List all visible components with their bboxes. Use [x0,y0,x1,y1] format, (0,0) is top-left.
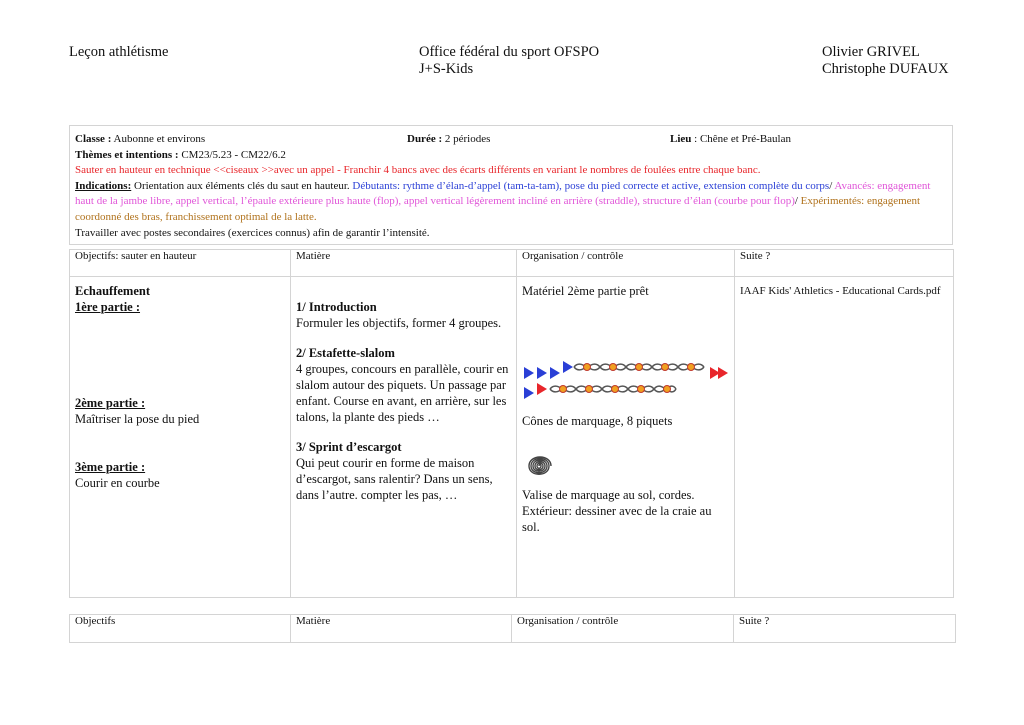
cone-red-icon [718,367,728,379]
partie-2-label: 2ème partie : [75,396,146,410]
duree-label: Durée : [407,133,443,145]
slash-1: / [829,179,833,192]
spiral-snail-icon [522,449,556,483]
suite-cell [735,277,954,598]
piquet-icon [560,386,567,393]
organisation-cell [517,277,735,598]
piquet-icon [584,364,591,371]
cone-red-icon [537,383,547,395]
cone-blue-icon [563,361,573,373]
experimentes-text: Expérimentés: engagement coordonné des bras, franchissement optimal de la latte. [75,195,921,223]
red-goal-line: Sauter en hauteur en technique <<ciseaux >>avec un appel - Franchir 4 bancs avec des écarts différents en variant le nombres de foulées entre chaque banc. [75,164,761,177]
section-2-title: 2/ Estafette-slalom [296,346,395,360]
partie-2-text: Maîtriser la pose du pied [75,412,200,426]
indications-block [75,179,947,226]
office-name: Office fédéral du sport OFSPO [419,44,600,60]
section-3-title: 3/ Sprint d’escargot [296,440,402,454]
cone-blue-icon [550,367,560,379]
avances-text: Avancés: engagement haut de la jambe libre, appel vertical, l’épaule extérieure plus haute (flop), appel vertical légèrement incliné en arrière (straddle), structure d’élan (courbe pour flop) [75,179,931,208]
author-2: Christophe DUFAUX [822,61,949,77]
partie-1-label: 1ère partie : [75,300,141,314]
piquet-icon [612,386,619,393]
lesson-plan-table [69,249,954,598]
header-2-suite: Suite ? [734,615,956,643]
cone-blue-icon [524,387,534,399]
debutants-text: Débutants: rythme d’élan-d’appel (tam-ta-tam), pose du pied correcte et active, extension complète du corps [352,179,830,192]
header-2-organisation: Organisation / contrôle [512,615,734,643]
iaaf-reference: IAAF Kids' Athletics - Educational Cards.pdf [740,285,941,297]
slalom-row-1 [524,361,728,379]
header-objectifs: Objectifs: sauter en hauteur [70,250,291,277]
table-header-row [70,250,954,277]
header-left [69,44,168,61]
slalom-cones-diagram [522,357,728,407]
header-right [822,44,949,78]
echauffement-title: Echauffement [75,284,150,298]
partie-3-text: Courir en courbe [75,476,160,490]
section-1-title: 1/ Introduction [296,300,377,314]
partie-3-label: 3ème partie : [75,460,146,474]
header-2-objectifs: Objectifs [70,615,291,643]
objectifs-cell [70,277,291,598]
author-1: Olivier GRIVEL [822,44,920,60]
cone-blue-icon [537,367,547,379]
themes-line [75,148,947,164]
header-center [419,44,599,78]
piquet-icon [586,386,593,393]
piquet-icon [610,364,617,371]
header-suite: Suite ? [735,250,954,277]
program-name: J+S-Kids [419,61,474,77]
lesson-info-box [69,125,953,245]
table-2-header-row [70,615,956,643]
indications-value: Orientation aux éléments clés du saut en hauteur. [131,179,353,192]
matiere-cell [291,277,517,598]
lesson-title: Leçon athlétisme [69,44,169,60]
slalom-row-2 [524,383,676,399]
slash-2: / [794,195,798,208]
lieu-value: : Chêne et Pré-Baulan [691,133,791,145]
piquet-icon [662,364,669,371]
classe-value: Aubonne et environs [111,133,206,145]
classe-label: Classe : [75,133,112,145]
cone-blue-icon [524,367,534,379]
header-organisation: Organisation / contrôle [517,250,735,277]
section-1-text: Formuler les objectifs, former 4 groupes. [296,316,502,330]
lieu-label: Lieu [670,133,692,145]
info-row-classe [75,132,947,148]
piquet-icon [636,364,643,371]
header-2-matiere: Matière [291,615,512,643]
themes-value: CM23/5.23 - CM22/6.2 [178,148,286,161]
valise-text: Valise de marquage au sol, cordes. Extérieur: dessiner avec de la craie au sol. [522,488,712,534]
section-3-text: Qui peut courir en forme de maison d’escargot, sans ralentir? Dans un sens, dans l’autre. compter les pas, … [296,456,493,502]
duree-value: 2 périodes [442,133,491,145]
piquet-icon [638,386,645,393]
materiel-text: Matériel 2ème partie prêt [522,284,649,298]
indications-label: Indications: [75,179,132,192]
piquet-icon [664,386,671,393]
lesson-plan-table-2 [69,614,956,643]
cones-text: Cônes de marquage, 8 piquets [522,414,673,428]
table-body-row [70,277,954,598]
piquet-icon [688,364,695,371]
themes-label: Thèmes et intentions : [75,148,179,161]
intensity-line: Travailler avec postes secondaires (exercices connus) afin de garantir l’intensité. [75,226,430,239]
header-matiere: Matière [291,250,517,277]
section-2-text: 4 groupes, concours en parallèle, courir en slalom autour des piquets. Un passage par enfant. Course en avant, en arrière, sur les talons, la plante des pieds … [296,362,509,424]
